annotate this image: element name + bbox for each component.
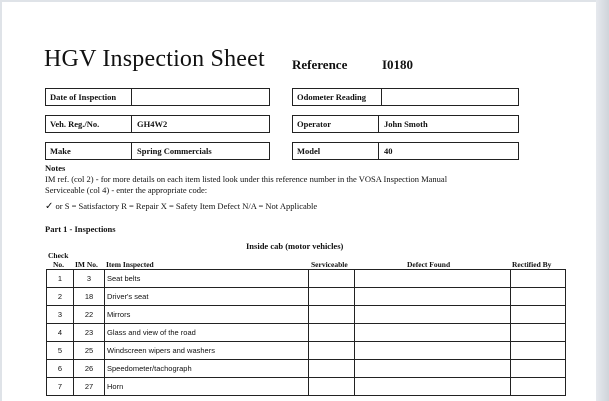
make-value[interactable]: Spring Commercials (137, 146, 212, 156)
col-header-defect: Defect Found (407, 260, 451, 269)
im-number: 27 (74, 378, 105, 396)
rectified-by-cell[interactable] (511, 378, 566, 396)
operator-value[interactable]: John Smoth (384, 119, 428, 129)
col-header-im-no: IM No. (75, 260, 98, 269)
defect-found-cell[interactable] (355, 324, 511, 342)
section-subheading: Inside cab (motor vehicles) (246, 241, 344, 251)
rectified-by-cell[interactable] (511, 342, 566, 360)
serviceable-cell[interactable] (309, 306, 355, 324)
odometer-reading-field (292, 88, 519, 106)
col-header-rectified: Rectified By (512, 260, 552, 269)
row-number: 6 (47, 360, 74, 378)
item-inspected: Mirrors (105, 306, 309, 324)
row-number: 7 (47, 378, 74, 396)
item-inspected: Seat belts (105, 270, 309, 288)
row-number: 2 (47, 288, 74, 306)
im-number: 3 (74, 270, 105, 288)
model-label: Model (293, 143, 379, 159)
serviceable-cell[interactable] (309, 360, 355, 378)
row-number: 1 (47, 270, 74, 288)
serviceable-cell[interactable] (309, 270, 355, 288)
defect-found-cell[interactable] (355, 288, 511, 306)
notes-block (45, 163, 447, 196)
col-header-no: No. (53, 260, 65, 269)
serviceable-cell[interactable] (309, 342, 355, 360)
window-edge (596, 0, 609, 401)
reference-value: I0180 (382, 57, 414, 72)
table-row (47, 324, 566, 342)
rectified-by-cell[interactable] (511, 270, 566, 288)
notes-line-im-ref: IM ref. (col 2) - for more details on each item listed look under this reference number in the VOSA Inspection Manual (45, 174, 448, 184)
im-number: 25 (74, 342, 105, 360)
date-of-inspection-label: Date of Inspection (46, 89, 132, 105)
veh-reg-value[interactable]: GH4W2 (137, 119, 168, 129)
defect-found-cell[interactable] (355, 378, 511, 396)
col-header-check: Check (48, 251, 69, 260)
veh-reg-field (45, 115, 270, 133)
odometer-reading-value[interactable] (382, 89, 518, 105)
item-inspected: Speedometer/tachograph (105, 360, 309, 378)
rectified-by-cell[interactable] (511, 306, 566, 324)
model-value[interactable]: 40 (384, 146, 393, 156)
model-field (292, 142, 519, 160)
reference-label: Reference (292, 57, 348, 72)
veh-reg-label: Veh. Reg./No. (46, 116, 132, 132)
inspection-table (46, 269, 566, 396)
im-number: 23 (74, 324, 105, 342)
make-field (45, 142, 270, 160)
serviceable-cell[interactable] (309, 324, 355, 342)
date-of-inspection-value[interactable] (132, 89, 269, 105)
item-inspected: Driver's seat (105, 288, 309, 306)
notes-line-serviceable: Serviceable (col 4) - enter the appropriate code: (45, 185, 208, 195)
defect-found-cell[interactable] (355, 360, 511, 378)
operator-field (292, 115, 519, 133)
table-row (47, 288, 566, 306)
odometer-reading-label: Odometer Reading (293, 89, 382, 105)
table-row (47, 306, 566, 324)
tick-icon: ✓ (45, 201, 54, 212)
item-inspected: Horn (105, 378, 309, 396)
im-number: 22 (74, 306, 105, 324)
table-row (47, 270, 566, 288)
part-title: Part 1 - Inspections (45, 224, 116, 234)
rectified-by-cell[interactable] (511, 360, 566, 378)
row-number: 4 (47, 324, 74, 342)
table-row (47, 360, 566, 378)
row-number: 5 (47, 342, 74, 360)
operator-label: Operator (293, 116, 379, 132)
col-header-serviceable: Serviceable (311, 260, 348, 269)
codes-legend (45, 201, 317, 212)
rectified-by-cell[interactable] (511, 324, 566, 342)
row-number: 3 (47, 306, 74, 324)
notes-heading: Notes (45, 163, 66, 173)
table-row (47, 342, 566, 360)
defect-found-cell[interactable] (355, 306, 511, 324)
table-row (47, 378, 566, 396)
col-header-item: Item Inspected (106, 260, 154, 269)
codes-text: or S = Satisfactory R = Repair X = Safety Item Defect N/A = Not Applicable (55, 201, 318, 211)
item-inspected: Windscreen wipers and washers (105, 342, 309, 360)
make-label: Make (46, 143, 132, 159)
defect-found-cell[interactable] (355, 270, 511, 288)
rectified-by-cell[interactable] (511, 288, 566, 306)
serviceable-cell[interactable] (309, 288, 355, 306)
item-inspected: Glass and view of the road (105, 324, 309, 342)
page-title: HGV Inspection Sheet (44, 46, 265, 72)
im-number: 26 (74, 360, 105, 378)
date-of-inspection-field (45, 88, 270, 106)
im-number: 18 (74, 288, 105, 306)
serviceable-cell[interactable] (309, 378, 355, 396)
defect-found-cell[interactable] (355, 342, 511, 360)
